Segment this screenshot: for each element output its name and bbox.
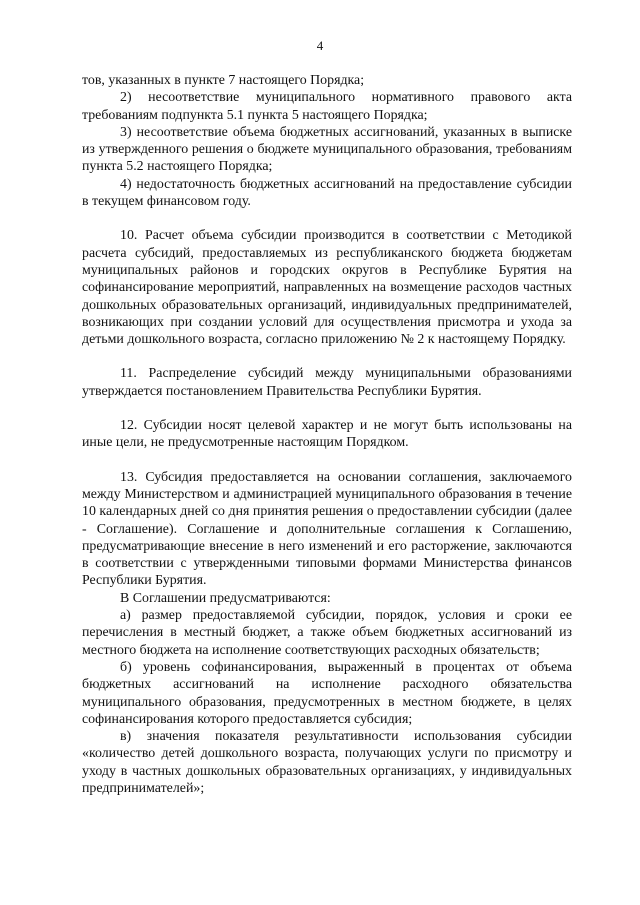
paragraph-gap (82, 210, 572, 227)
agreement-item-a: а) размер предоставляемой субсидии, порядок, условия и сроки ее перечисления в местный бюджет, а также объем бюджетных ассигнований из местного бюджета на исполнение соответствующих расходных обязательств; (82, 608, 572, 658)
paragraph-continuation: тов, указанных в пункте 7 настоящего Порядка; (82, 73, 365, 88)
paragraph-item-4: 4) недостаточность бюджетных ассигнований на предоставление субсидии в текущем финансовом году. (82, 176, 572, 210)
paragraph-11: 11. Распределение субсидий между муниципальными образованиями утверждается постановлением Правительства Республики Бурятия. (82, 366, 572, 399)
paragraph-item-3: 3) несоответствие объема бюджетных ассигнований, указанных в выписке из утвержденного решения о бюджете муниципального образования, требованиям пункта 5.2 настоящего Порядка; (82, 124, 572, 175)
agreement-intro: В Соглашении предусматриваются: (120, 590, 331, 606)
agreement-item-b: б) уровень софинансирования, выраженный в процентах от объема бюджетных ассигнований на исполнение расходного обязательства муниципального образования, предусмотренных в местном бюджете, в целях софинансирования которого предоставляется субсидия; (82, 659, 572, 727)
paragraph-item-2: 2) несоответствие муниципального нормативного правового акта требованиям подпункта 5.1 пункта 5 настоящего Порядка; (82, 90, 572, 123)
document-body (82, 72, 572, 797)
paragraph-gap (82, 400, 572, 417)
paragraph-gap (82, 452, 572, 469)
paragraph-10: 10. Расчет объема субсидии производится в соответствии с Методикой расчета субсидий, предоставляемых из республиканского бюджета бюджетам муниципальных районов и городских округов в Республике Бурятия на софинансирование мероприятий, направленных на возмещение расходов частных дошкольных образовательных организаций, индивидуальных предпринимателей, возникающих при создании условий для осуществления присмотра и ухода за детьми дошкольного возраста, согласно приложению № 2 к настоящему Порядку. (82, 228, 572, 348)
paragraph-12: 12. Субсидии носят целевой характер и не могут быть использованы на иные цели, не предусмотренные настоящим Порядком. (82, 418, 572, 451)
paragraph-13: 13. Субсидия предоставляется на основании соглашения, заключаемого между Министерством и администрацией муниципального образования в течение 10 календарных дней со дня принятия решения о предоставлении субсидии (далее - Соглашение). Соглашение и дополнительные соглашения к Соглашению, предусматривающие внесение в него изменений и его расторжение, заключаются в соответствии с утвержденными типовыми формами Министерства финансов Республики Бурятия. (82, 469, 572, 589)
page-number: 4 (316, 38, 324, 53)
paragraph-gap (82, 348, 572, 365)
agreement-item-v: в) значения показателя результативности использования субсидии «количество детей дошкольного возраста, получающих услуги по присмотру и уходу в частных дошкольных образовательных организациях, у индивидуальных предпринимателей»; (82, 729, 572, 796)
